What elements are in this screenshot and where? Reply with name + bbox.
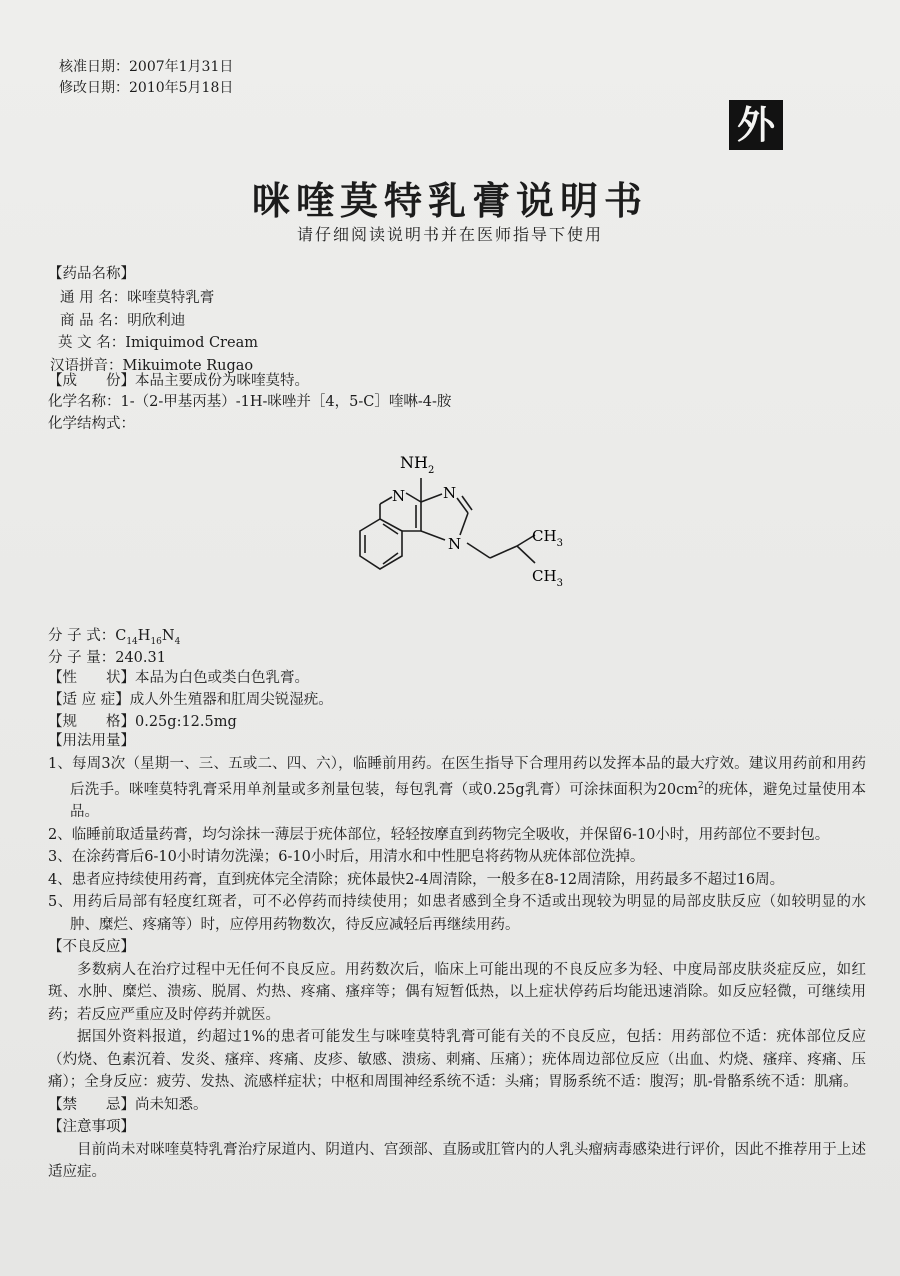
document-subtitle: 请仔细阅读说明书并在医师指导下使用 [296,225,603,244]
english-name: 英 文 名：Imiquimod Cream [58,335,258,351]
chemical-structure [320,438,590,618]
generic-name: 通 用 名：咪喹莫特乳膏 [60,290,215,306]
usage-item-5: 5、用药后局部有轻度红斑者，可不必停药而持续使用；如患者感到全身不适或出现较为明显的局部皮肤反应（如较明显的水肿、糜烂、疼痛等）时，应停用药物数次，待反应减轻后再继续用药。 [48,894,866,933]
methyl-lower: $CH_3$ [532,567,563,589]
revision-date: 修改日期：2010年5月18日 [59,80,234,96]
external-use-badge: 外 [729,100,783,150]
molecular-formula: 分 子 式：$C_{14}H_{16}N_4$ [48,628,181,647]
usage-header: 【用法用量】 [48,733,135,749]
composition: 【成 份】本品主要成份为咪喹莫特。 [48,373,309,389]
pinyin-name: 汉语拼音：Mikuimote Rugao [50,358,254,374]
specification: 【规 格】0.25g:12.5mg [48,714,237,730]
character: 【性 状】本品为白色或类白色乳膏。 [48,670,309,686]
caution-header: 【注意事项】 [48,1119,135,1136]
caution-paragraph-1: 目前尚未对咪喹莫特乳膏治疗尿道内、阴道内、宫颈部、直肠或肛管内的人乳头瘤病毒感染进行评价，因此不推荐用于上述适应症。 [48,1141,866,1181]
usage-item-4: 4、患者应持续使用药膏，直到疣体完全清除；疣体最快2-4周清除，一般多在8-12周清除，用药最多不超过16周。 [48,871,785,888]
document-title: 咪喹莫特乳膏说明书 [251,179,648,223]
trade-name: 商 品 名：明欣利迪 [60,313,186,329]
approval-date: 核准日期：2007年1月31日 [59,59,234,75]
imidazole-n-bottom: N [448,535,462,553]
imidazole-n-top: N [443,484,457,502]
usage-item-3: 3、在涂药膏后6-10小时请勿洗澡；6-10小时后，用清水和中性肥皂将药物从疣体部位洗掉。 [48,849,645,866]
usage-item-1: 1、每周3次（星期一、三、五或二、四、六），临睡前用药。在医生指导下合理用药以发挥本品的最大疗效。建议用药前和用药后洗手。咪喹莫特乳膏采用单剂量或多剂量包装，每包乳膏（或0.25g乳膏）可涂抹面积为$20cm^2$的疣体，避免过量使用本品。 [48,755,866,821]
drug-name-header: 【药品名称】 [48,266,135,282]
contraindications: 【禁 忌】尚未知悉。 [48,1096,208,1113]
pyridine-n: N [392,487,406,505]
molecular-weight: 分 子 量：240.31 [48,650,166,666]
usage-section [48,730,866,1184]
chemical-name: 化学名称：1-（2-甲基丙基）-1H-咪唑并［4，5-C］喹啉-4-胺 [48,394,452,410]
adverse-header: 【不良反应】 [48,939,135,956]
adverse-paragraph-1: 多数病人在治疗过程中无任何不良反应。用药数次后，临床上可能出现的不良反应多为轻、中度局部皮肤炎症反应，如红斑、水肿、糜烂、溃疡、脱屑、灼热、疼痛、瘙痒等；偶有短暂低热，以上症状停药后均能迅速消除。如反应轻微，可继续用药；若反应严重应及时停药并就医。 [48,961,866,1023]
usage-item-2: 2、临睡前取适量药膏，均匀涂抹一薄层于疣体部位，轻轻按摩直到药物完全吸收，并保留6-10小时，用药部位不要封包。 [48,826,830,843]
amine-label: $NH_2$ [400,453,435,476]
structure-label: 化学结构式： [48,416,135,432]
dates-block [59,57,233,99]
methyl-upper: $CH_3$ [532,527,563,549]
adverse-paragraph-2: 据国外资料报道，约超过1%的患者可能发生与咪喹莫特乳膏可能有关的不良反应，包括：用药部位不适：疣体部位反应（灼烧、色素沉着、发炎、瘙痒、疼痛、皮疹、敏感、溃疡、刺痛、压痛）；疣体周边部位反应（出血、灼烧、瘙痒、疼痛、压痛）；全身反应：疲劳、发热、流感样症状；中枢和周围神经系统不适：头痛；胃肠系统不适：腹泻；肌-骨骼系统不适：肌痛。 [48,1029,866,1091]
indication: 【适 应 症】成人外生殖器和肛周尖锐湿疣。 [48,692,333,708]
